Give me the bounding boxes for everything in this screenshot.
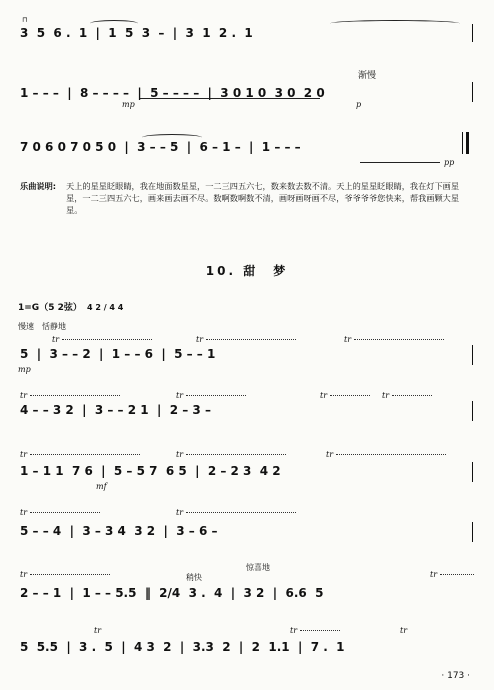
barline: [472, 462, 473, 482]
time-signature: 4 2 / 4 4: [87, 303, 124, 312]
dynamic-mark: pp: [444, 158, 455, 167]
notation-text: 1 – 1 1 7 6 | 5 – 5 7 6 5 | 2 – 2 3 4 2: [20, 464, 281, 478]
staff-row-top-2: [0, 68, 494, 108]
description-label: 乐曲说明:: [20, 181, 57, 191]
trill-mark: tr: [20, 450, 28, 459]
notation-text: 5 5.5 | 3 . 5 | 4 3 2 | 3.3 2 | 2 1.1 | 7 . 1: [20, 640, 345, 654]
trill-line: [300, 630, 340, 634]
dynamic-mark: p: [356, 100, 362, 109]
score-line-4: [0, 508, 494, 548]
trill-mark: tr: [20, 391, 28, 400]
trill-line: [30, 395, 120, 399]
barline: [462, 132, 463, 154]
score-line-6: [0, 622, 494, 662]
score-line-5: [0, 562, 494, 602]
score-line-2: [0, 391, 494, 431]
notation-text: 2 – – 1 | 1 – – 5.5 ‖ 2/4 3 . 4 | 3 2 | 6.6 5: [20, 586, 324, 600]
tempo-marking: 慢速 恬静地: [18, 322, 66, 331]
score-line-1: [0, 335, 494, 375]
trill-mark: tr: [196, 335, 204, 344]
barline: [472, 522, 473, 542]
trill-mark: tr: [176, 391, 184, 400]
trill-line: [330, 395, 370, 399]
page-number: · 173 ·: [441, 671, 470, 681]
barline: [472, 401, 473, 421]
bowing-mark: ⊓: [22, 16, 28, 24]
notation-text: 5 – – 4 | 3 – 3 4 3 2 | 3 – 6 –: [20, 524, 218, 538]
trill-line: [440, 574, 474, 578]
final-barline: [466, 132, 469, 154]
notation-text: 4 – – 3 2 | 3 – – 2 1 | 2 – 3 –: [20, 403, 211, 417]
trill-line: [336, 454, 446, 458]
piece-title: 10. 甜 梦: [205, 264, 289, 278]
barline: [472, 82, 473, 102]
key-signature: [18, 300, 123, 313]
slur: [90, 20, 138, 27]
trill-mark: tr: [320, 391, 328, 400]
trill-line: [354, 339, 444, 343]
trill-mark: tr: [382, 391, 390, 400]
trill-line: [30, 454, 140, 458]
description-text: 天上的星星眨眼睛，我在地面数星星，一二三四五六七，数来数去数不清。天上的星星眨眼睛，我在灯下画星星，一二三四五六七，画来画去画不尽。数啊数啊数不清，画呀画呀画不尽，爷爷爷爷您快来，帮我画颗大星星。: [66, 181, 460, 215]
barline: [472, 24, 473, 42]
notation-text: 7 0 6 0 7 0 5 0 | 3 – – 5 | 6 – 1 – | 1 – – –: [20, 140, 301, 154]
notation-text: 5 | 3 – – 2 | 1 – – 6 | 5 – – 1: [20, 347, 216, 361]
trill-line: [186, 512, 296, 516]
trill-mark: tr: [20, 508, 28, 517]
staff-row-top-1: [0, 16, 494, 56]
trill-line: [30, 512, 100, 516]
decrescendo-line: [360, 162, 440, 163]
trill-mark: tr: [94, 626, 102, 635]
trill-mark: tr: [20, 570, 28, 579]
staff-row-top-3: [0, 126, 494, 166]
trill-line: [206, 339, 296, 343]
trill-line: [30, 574, 110, 578]
dynamic-mark: mp: [18, 365, 31, 374]
dynamic-mark: mf: [96, 482, 107, 491]
trill-line: [186, 395, 246, 399]
trill-line: [62, 339, 152, 343]
expression-mark: 惊喜地: [246, 563, 270, 572]
trill-mark: tr: [176, 450, 184, 459]
key-text: 1=G（5 2弦）: [18, 303, 82, 313]
score-line-3: [0, 450, 494, 490]
slur: [330, 20, 460, 27]
notation-text: 1 – – – | 8 – – – – | 5 – – – – | 3 0 1 0 3 0 2 0: [20, 86, 325, 100]
trill-line: [392, 395, 432, 399]
trill-mark: tr: [400, 626, 408, 635]
barline: [472, 345, 473, 365]
dynamic-mark: mp: [122, 100, 135, 109]
trill-mark: tr: [326, 450, 334, 459]
tempo-mark: 渐慢: [358, 71, 377, 81]
trill-mark: tr: [430, 570, 438, 579]
tempo-mark: 稍快: [186, 573, 202, 582]
trill-mark: tr: [176, 508, 184, 517]
trill-mark: tr: [344, 335, 352, 344]
trill-mark: tr: [52, 335, 60, 344]
slur: [142, 134, 202, 141]
trill-line: [186, 454, 286, 458]
trill-mark: tr: [290, 626, 298, 635]
crescendo-line: [140, 98, 320, 99]
notation-text: 3 5 6 . 1 | 1 5 3 – | 3 1 2 . 1: [20, 26, 253, 40]
